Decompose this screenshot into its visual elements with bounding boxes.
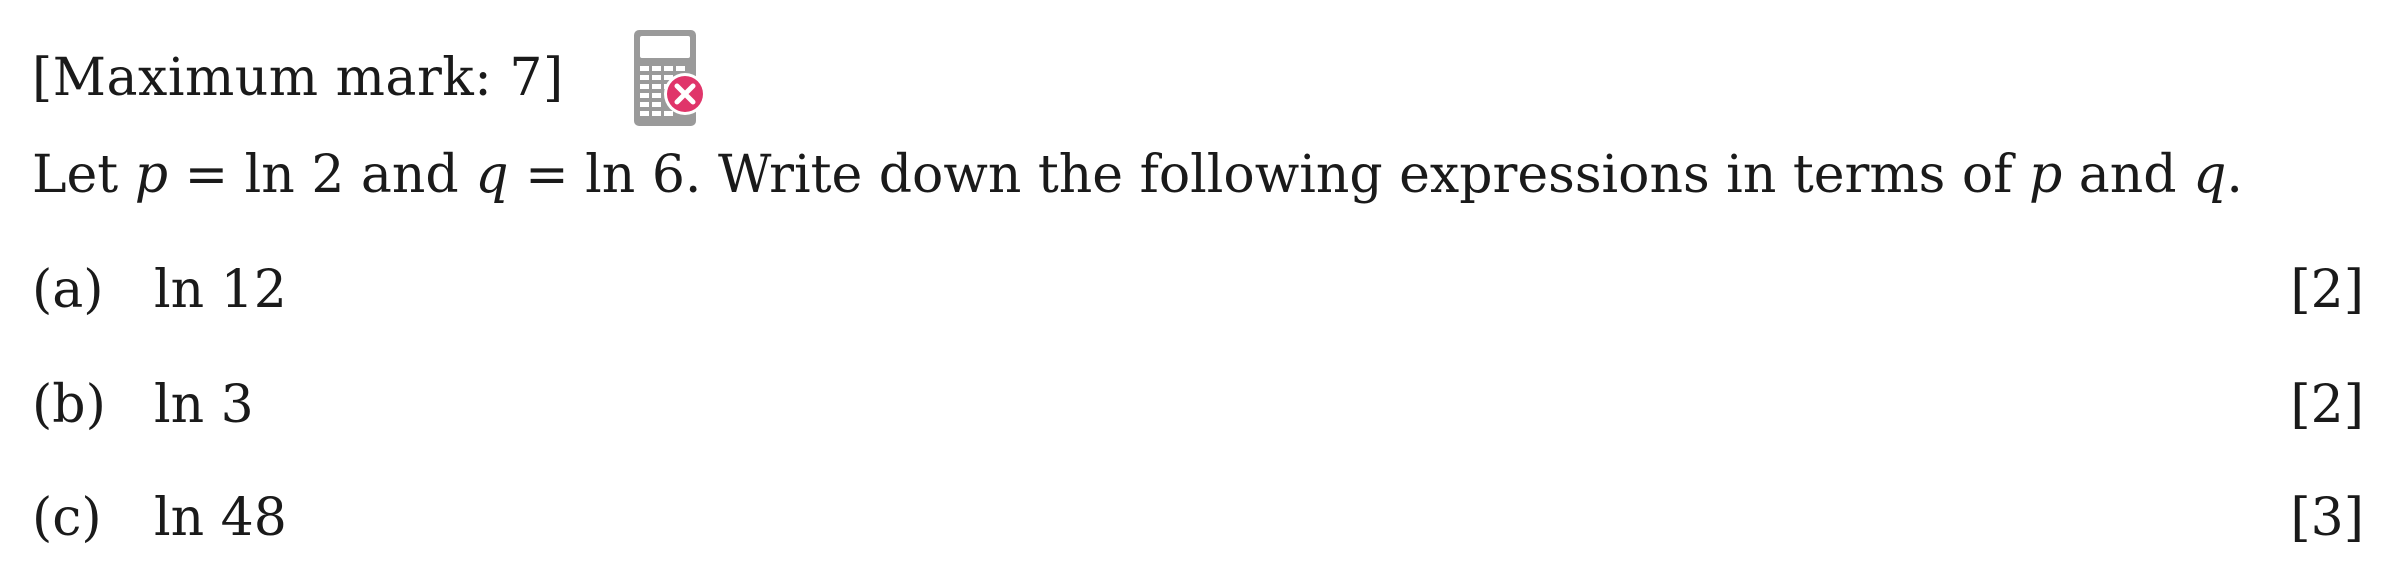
part-expression: ln 3: [154, 375, 254, 435]
variable-q: q: [475, 145, 509, 205]
question-header: [32, 28, 710, 128]
maximum-mark: [Maximum mark: 7]: [32, 48, 564, 108]
variable-p: p: [134, 145, 169, 205]
question-intro: [32, 140, 2243, 210]
intro-period: .: [2226, 145, 2243, 205]
part-label: (b): [32, 375, 106, 435]
no-calculator-icon: [632, 28, 710, 128]
part-marks: [2]: [2290, 260, 2364, 320]
intro-eq1: = ln 2 and: [184, 145, 459, 205]
part-label: (a): [32, 260, 104, 320]
intro-let: Let: [32, 145, 119, 205]
part-expression: ln 12: [154, 260, 287, 320]
part-a: [32, 255, 2364, 325]
part-c: [32, 483, 2364, 553]
part-label: (c): [32, 488, 102, 548]
part-b: [32, 370, 2364, 440]
part-expression: ln 48: [154, 488, 287, 548]
part-marks: [3]: [2290, 488, 2364, 548]
intro-and: and: [2078, 145, 2177, 205]
part-marks: [2]: [2290, 375, 2364, 435]
variable-q-2: q: [2193, 145, 2227, 205]
intro-eq2: = ln 6. Write down the following expressions in terms of: [525, 145, 2013, 205]
variable-p-2: p: [2028, 145, 2063, 205]
